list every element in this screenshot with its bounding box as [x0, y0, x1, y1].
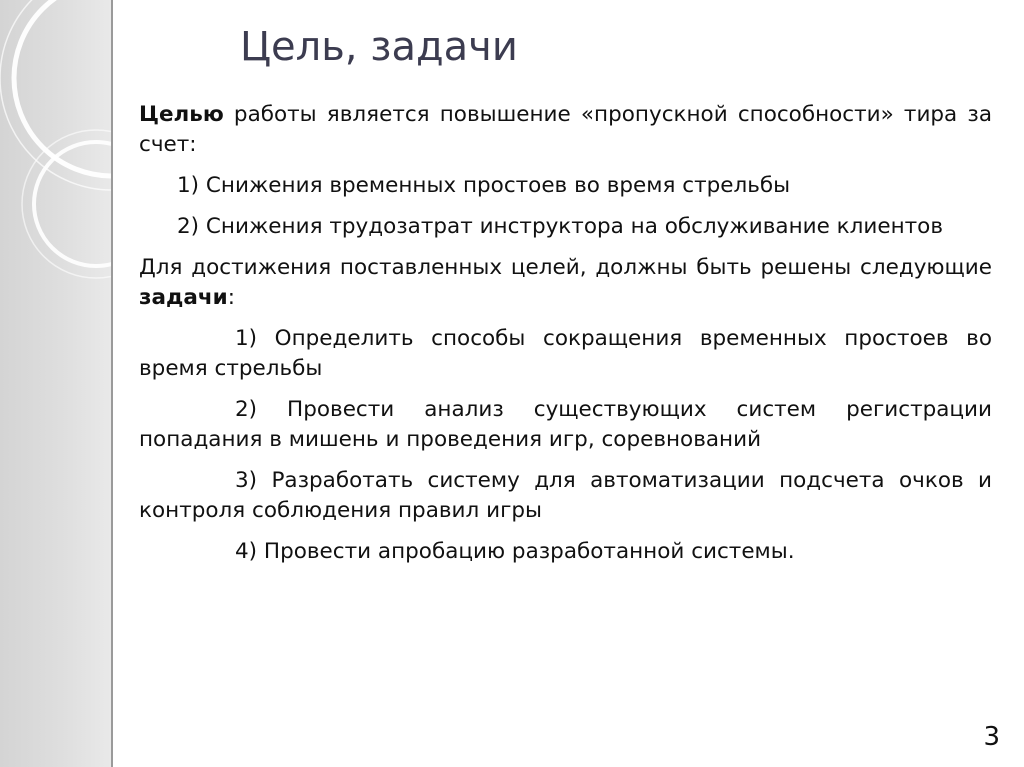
sidebar-divider	[111, 0, 113, 767]
page-title: Цель, задачи	[240, 24, 518, 70]
goal-text: работы является повышение «пропускной способности» тира за счет:	[139, 102, 992, 157]
task-item: 2) Провести анализ существующих систем регистрации попадания в мишень и проведения игр, соревнований	[139, 397, 992, 452]
task-item: 4) Провести апробацию разработанной системы.	[235, 539, 795, 564]
goal-bold-word: Целью	[139, 102, 224, 127]
goal-paragraph	[139, 100, 992, 160]
tasks-bold-word: задачи	[139, 285, 228, 310]
tasks-intro-text: Для достижения поставленных целей, должны быть решены следующие	[139, 255, 992, 280]
page-number: 3	[983, 722, 1000, 752]
decorative-sidebar	[0, 0, 111, 767]
tasks-intro-paragraph	[139, 253, 992, 313]
tasks-intro-suffix: :	[227, 285, 235, 310]
decorative-circles	[0, 0, 111, 767]
goal-item: 1) Снижения временных простоев во время стрельбы	[177, 173, 791, 198]
task-item: 1) Определить способы сокращения временных простоев во время стрельбы	[139, 326, 992, 381]
task-item: 3) Разработать систему для автоматизации подсчета очков и контроля соблюдения правил игры	[139, 468, 992, 523]
goal-item: 2) Снижения трудозатрат инструктора на обслуживание клиентов	[177, 214, 944, 239]
slide-body	[139, 100, 992, 578]
